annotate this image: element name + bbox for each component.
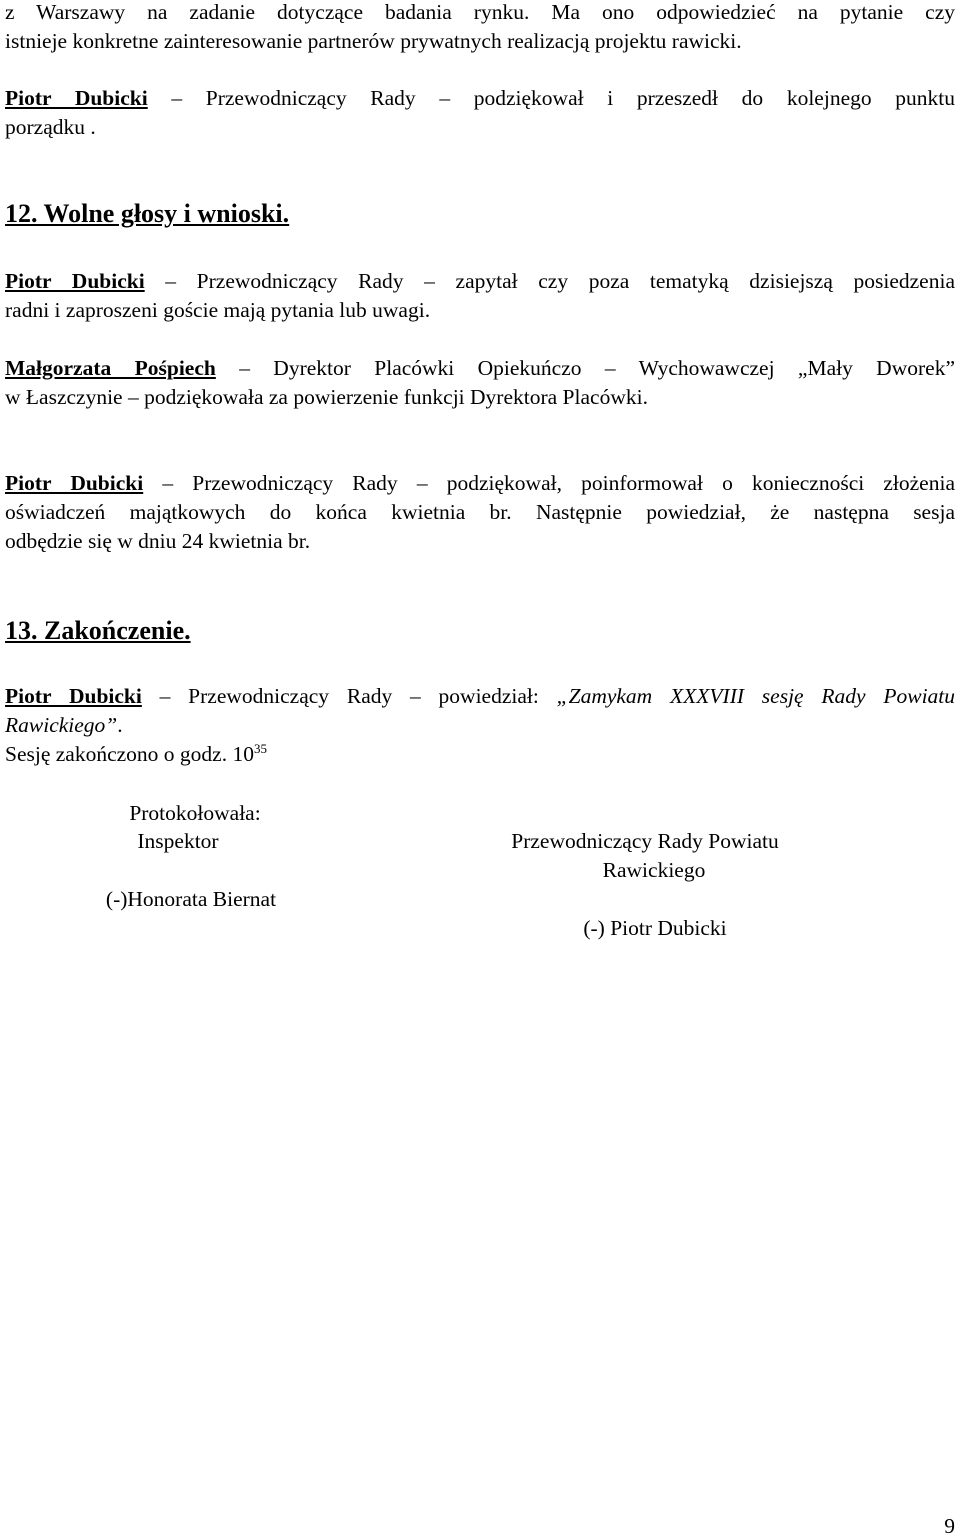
signature-right-name: (-) Piotr Dubicki <box>583 916 727 940</box>
closing-quote: Rawickiego” <box>5 713 118 737</box>
paragraph-line <box>5 711 955 740</box>
paragraph-text: – Przewodniczący Rady – powiedział: <box>141 684 557 708</box>
speaker-name: Piotr Dubicki <box>5 86 148 110</box>
paragraph-line <box>5 682 955 711</box>
speaker-name: Piotr Dubicki <box>5 269 145 293</box>
page-number: 9 <box>944 1514 955 1538</box>
paragraph-text: – Przewodniczący Rady – podziękował, poinformował o konieczności złożenia <box>143 471 955 495</box>
paragraph-line: porządku . <box>5 115 96 139</box>
closing-quote: „Zamykam XXXVIII sesję Rady Powiatu <box>556 684 956 708</box>
paragraph-line <box>5 354 955 383</box>
speaker-name: Piotr Dubicki <box>5 471 144 495</box>
paragraph-line: radni i zaproszeni goście mają pytania lub uwagi. <box>5 298 431 322</box>
paragraph-line: oświadczeń majątkowych do końca kwietnia br. Następnie powiedział, że następna sesja <box>5 500 955 524</box>
paragraph-text: – Przewodniczący Rady – podziękował i przeszedł do kolejnego punktu <box>147 86 955 110</box>
section-heading: 12. Wolne głosy i wnioski. <box>5 199 290 228</box>
paragraph-text: – Dyrektor Placówki Opiekuńczo – Wychowawczej „Mały Dworek” <box>215 356 955 380</box>
speaker-name: Piotr Dubicki <box>5 684 142 708</box>
paragraph-line: w Łaszczynie – podziękowała za powierzenie funkcji Dyrektora Placówki. <box>5 385 648 409</box>
signature-left-role: Protokołowała: <box>129 801 261 825</box>
paragraph-line: z Warszawy na zadanie dotyczące badania rynku. Ma ono odpowiedzieć na pytanie czy <box>5 0 955 24</box>
paragraph-line <box>5 267 955 296</box>
signature-right-title: Przewodniczący Rady Powiatu <box>511 829 779 853</box>
paragraph-text: . <box>117 713 123 737</box>
speaker-name: Małgorzata Pośpiech <box>5 356 216 380</box>
paragraph-line <box>5 740 955 769</box>
paragraph-line <box>5 84 955 113</box>
closing-time-text: Sesję zakończono o godz. 10 <box>5 742 254 766</box>
paragraph-text: – Przewodniczący Rady – zapytał czy poza tematyką dzisiejszą posiedzenia <box>144 269 955 293</box>
paragraph-line: odbędzie się w dniu 24 kwietnia br. <box>5 529 311 553</box>
paragraph-line <box>5 469 955 498</box>
section-heading: 13. Zakończenie. <box>5 616 191 645</box>
signature-left-name: (-)Honorata Biernat <box>105 887 277 911</box>
closing-time-minutes: 35 <box>253 741 267 756</box>
paragraph-line: istnieje konkretne zainteresowanie partnerów prywatnych realizacją projektu rawicki. <box>5 29 742 53</box>
signature-left-title: Inspektor <box>137 829 219 853</box>
signature-right-title: Rawickiego <box>602 858 706 882</box>
